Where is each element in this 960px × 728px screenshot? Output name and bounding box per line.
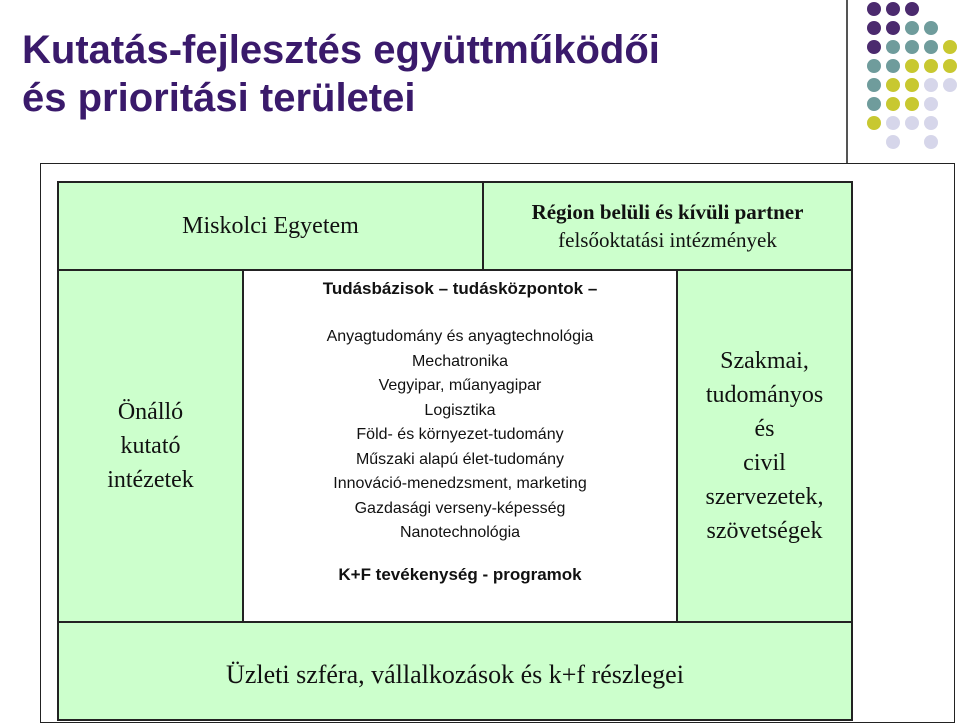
decorative-dot — [924, 97, 938, 111]
decorative-dot — [943, 59, 957, 73]
decorative-dot — [924, 21, 938, 35]
decorative-dot — [943, 40, 957, 54]
knowledge-centers-heading: Tudásbázisok – tudásközpontok – — [322, 279, 598, 298]
decorative-dot — [867, 40, 881, 54]
research-institutes-line-1: Önálló — [117, 399, 184, 425]
slide-title-line-1: Kutatás-fejlesztés együttműködői — [22, 28, 660, 72]
partner-institutions-line-1: Région belüli és kívüli partner — [531, 200, 804, 224]
decorative-dot — [886, 21, 900, 35]
decorative-dot — [886, 78, 900, 92]
university-label: Miskolci Egyetem — [182, 212, 359, 239]
decorative-dot — [905, 59, 919, 73]
business-sector-box — [57, 621, 853, 721]
slide-title-line-2: és prioritási területei — [22, 76, 416, 120]
decorative-dot — [905, 78, 919, 92]
priority-area-item: Nanotechnológia — [399, 524, 521, 541]
decorative-dot — [886, 135, 900, 149]
civil-organizations-line-1: Szakmai, — [720, 348, 809, 374]
priority-area-item: Műszaki alapú élet-tudomány — [355, 450, 565, 468]
decorative-dot — [867, 2, 881, 16]
civil-organizations-line-5: szervezetek, — [705, 484, 824, 510]
partner-institutions-line-2: felsőoktatási intézmények — [558, 228, 777, 252]
priority-area-item: Vegyipar, műanyagipar — [378, 377, 542, 394]
decorative-dot — [905, 2, 919, 16]
decorative-dot-grid — [864, 0, 960, 150]
decorative-dot — [924, 116, 938, 130]
university-box — [57, 181, 484, 271]
decorative-dot — [886, 97, 900, 111]
decorative-dot — [905, 116, 919, 130]
civil-organizations-line-3: és — [754, 416, 775, 442]
decorative-dot — [886, 2, 900, 16]
decorative-dot — [943, 78, 957, 92]
decorative-dot — [867, 78, 881, 92]
priority-area-item: Innováció-menedzsment, marketing — [333, 475, 587, 492]
decorative-dot — [905, 97, 919, 111]
decorative-dot — [905, 40, 919, 54]
priority-area-item: Logisztika — [424, 401, 496, 419]
decorative-dot — [886, 59, 900, 73]
decorative-dot — [867, 21, 881, 35]
priority-areas-list — [244, 325, 676, 546]
decorative-dot — [867, 59, 881, 73]
decorative-dot — [867, 97, 881, 111]
priority-area-item: Gazdasági verseny-képesség — [354, 499, 566, 517]
decorative-dot — [867, 116, 881, 130]
decorative-dot — [924, 59, 938, 73]
partner-institutions-box — [482, 181, 853, 271]
decorative-dot — [886, 40, 900, 54]
decorative-dot — [924, 78, 938, 92]
decorative-dot — [886, 116, 900, 130]
civil-organizations-line-6: szövetségek — [706, 518, 823, 544]
civil-organizations-line-2: tudományos — [705, 382, 824, 408]
business-sector-label: Üzleti szféra, vállalkozások és k+f részlegei — [226, 660, 684, 689]
knowledge-centers-box — [242, 269, 678, 623]
civil-organizations-line-4: civil — [743, 450, 786, 476]
decorative-dot — [924, 135, 938, 149]
priority-area-item: Anyagtudomány és anyagtechnológia — [326, 328, 594, 345]
slide-title — [22, 26, 822, 122]
research-institutes-box — [57, 269, 244, 623]
research-institutes-line-2: kutató — [120, 433, 181, 459]
decorative-divider-line — [846, 0, 848, 168]
decorative-dot — [924, 40, 938, 54]
priority-area-item: Mechatronika — [411, 352, 509, 370]
research-institutes-line-3: intézetek — [107, 467, 194, 493]
priority-area-item: Föld- és környezet-tudomány — [356, 426, 564, 443]
decorative-dot — [905, 21, 919, 35]
civil-organizations-box — [676, 269, 853, 623]
rd-programs-label: K+F tevékenység - programok — [338, 565, 582, 584]
